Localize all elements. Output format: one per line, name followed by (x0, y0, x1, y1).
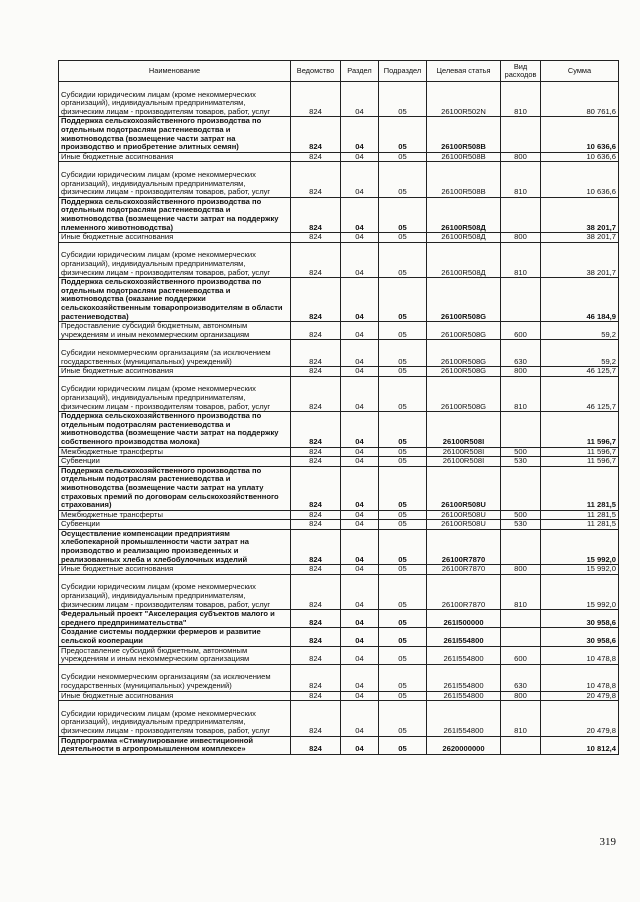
row-section: 04 (341, 197, 379, 232)
row-amount: 10 636,6 (541, 117, 619, 152)
row-section: 04 (341, 574, 379, 609)
table-row (59, 691, 619, 701)
row-name: Межбюджетные трансферты (59, 447, 291, 457)
row-target-item: 2620000000 (427, 736, 501, 754)
row-amount: 10 478,8 (541, 664, 619, 691)
row-expense-type: 630 (501, 340, 541, 367)
row-amount: 30 958,6 (541, 610, 619, 628)
row-department: 824 (291, 610, 341, 628)
row-subsection: 05 (379, 242, 427, 277)
row-target-item: 261I554800 (427, 691, 501, 701)
row-name: Предоставление субсидий бюджетным, автономным учреждениям и иным некоммерческим организациям (59, 646, 291, 664)
row-expense-type (501, 529, 541, 564)
row-subsection: 05 (379, 628, 427, 646)
row-subsection: 05 (379, 367, 427, 377)
row-name: Субсидии юридическим лицам (кроме некоммерческих организаций), индивидуальным предпринимателям, физическим лицам - производителям товаров, работ, услуг (59, 574, 291, 609)
row-target-item: 261I500000 (427, 610, 501, 628)
row-subsection: 05 (379, 412, 427, 447)
row-expense-type (501, 736, 541, 754)
row-section: 04 (341, 701, 379, 736)
row-target-item: 26100R7870 (427, 574, 501, 609)
row-subsection: 05 (379, 447, 427, 457)
row-subsection: 05 (379, 233, 427, 243)
row-target-item: 261I554800 (427, 628, 501, 646)
row-department: 824 (291, 664, 341, 691)
row-section: 04 (341, 162, 379, 197)
table-row (59, 242, 619, 277)
row-expense-type: 500 (501, 447, 541, 457)
row-subsection: 05 (379, 610, 427, 628)
table-row (59, 197, 619, 232)
row-target-item: 261I554800 (427, 701, 501, 736)
row-name: Субсидии юридическим лицам (кроме некоммерческих организаций), индивидуальным предпринимателям, физическим лицам - производителям товаров, работ, услуг (59, 376, 291, 411)
row-amount: 11 281,5 (541, 466, 619, 510)
row-expense-type: 600 (501, 646, 541, 664)
row-target-item: 26100R508Д (427, 233, 501, 243)
row-amount: 15 992,0 (541, 565, 619, 575)
row-section: 04 (341, 367, 379, 377)
table-row (59, 510, 619, 520)
row-expense-type (501, 412, 541, 447)
table-row (59, 736, 619, 754)
row-target-item: 26100R508G (427, 340, 501, 367)
row-expense-type: 630 (501, 664, 541, 691)
row-amount: 10 812,4 (541, 736, 619, 754)
table-row (59, 82, 619, 117)
row-target-item: 26100R508U (427, 520, 501, 530)
row-department: 824 (291, 628, 341, 646)
row-department: 824 (291, 197, 341, 232)
row-subsection: 05 (379, 152, 427, 162)
row-target-item: 26100R508G (427, 367, 501, 377)
row-target-item: 26100R508U (427, 466, 501, 510)
row-amount: 11 596,7 (541, 447, 619, 457)
row-expense-type: 810 (501, 82, 541, 117)
row-target-item: 26100R508I (427, 447, 501, 457)
row-section: 04 (341, 447, 379, 457)
table-row (59, 628, 619, 646)
row-amount: 59,2 (541, 322, 619, 340)
row-subsection: 05 (379, 457, 427, 467)
table-row (59, 520, 619, 530)
row-name: Поддержка сельскохозяйственного производства по отдельным подотраслям растениеводства и животноводства (возмещение части затрат на поддержку племенного животноводства) (59, 197, 291, 232)
row-target-item: 26100R508B (427, 117, 501, 152)
row-expense-type (501, 117, 541, 152)
row-section: 04 (341, 152, 379, 162)
row-department: 824 (291, 691, 341, 701)
row-name: Подпрограмма «Стимулирование инвестиционной деятельности в агропромышленном комплексе» (59, 736, 291, 754)
row-section: 04 (341, 412, 379, 447)
row-amount: 46 184,9 (541, 278, 619, 322)
table-row (59, 376, 619, 411)
table-row (59, 233, 619, 243)
row-section: 04 (341, 736, 379, 754)
row-department: 824 (291, 322, 341, 340)
row-section: 04 (341, 457, 379, 467)
row-name: Создание системы поддержки фермеров и развитие сельской кооперации (59, 628, 291, 646)
row-target-item: 26100R502N (427, 82, 501, 117)
row-section: 04 (341, 117, 379, 152)
row-name: Субвенции (59, 457, 291, 467)
row-amount: 38 201,7 (541, 197, 619, 232)
row-expense-type (501, 610, 541, 628)
row-subsection: 05 (379, 117, 427, 152)
header-target-item: Целевая статья (427, 61, 501, 82)
row-subsection: 05 (379, 510, 427, 520)
row-amount: 11 596,7 (541, 457, 619, 467)
row-amount: 11 281,5 (541, 520, 619, 530)
table-row (59, 529, 619, 564)
row-expense-type: 800 (501, 565, 541, 575)
table-row (59, 457, 619, 467)
row-department: 824 (291, 529, 341, 564)
row-section: 04 (341, 376, 379, 411)
row-section: 04 (341, 610, 379, 628)
row-expense-type: 800 (501, 691, 541, 701)
table-row (59, 162, 619, 197)
row-expense-type: 810 (501, 162, 541, 197)
row-section: 04 (341, 82, 379, 117)
row-section: 04 (341, 322, 379, 340)
row-expense-type: 800 (501, 367, 541, 377)
header-department: Ведомство (291, 61, 341, 82)
row-subsection: 05 (379, 322, 427, 340)
row-amount: 15 992,0 (541, 529, 619, 564)
table-row (59, 574, 619, 609)
row-amount: 80 761,6 (541, 82, 619, 117)
row-amount: 46 125,7 (541, 367, 619, 377)
row-amount: 10 478,8 (541, 646, 619, 664)
row-target-item: 26100R508G (427, 376, 501, 411)
row-subsection: 05 (379, 664, 427, 691)
row-department: 824 (291, 152, 341, 162)
table-row (59, 610, 619, 628)
table-body (59, 82, 619, 755)
row-target-item: 26100R508I (427, 457, 501, 467)
row-amount: 11 281,5 (541, 510, 619, 520)
row-section: 04 (341, 628, 379, 646)
row-department: 824 (291, 701, 341, 736)
row-subsection: 05 (379, 520, 427, 530)
row-expense-type: 810 (501, 701, 541, 736)
row-target-item: 26100R508G (427, 322, 501, 340)
row-subsection: 05 (379, 565, 427, 575)
row-section: 04 (341, 340, 379, 367)
row-subsection: 05 (379, 529, 427, 564)
row-name: Поддержка сельскохозяйственного производства по отдельным подотраслям растениеводства и животноводства (возмещение части затрат на поддержку собственного производства молока) (59, 412, 291, 447)
row-target-item: 261I554800 (427, 646, 501, 664)
row-section: 04 (341, 242, 379, 277)
row-department: 824 (291, 412, 341, 447)
row-department: 824 (291, 510, 341, 520)
row-target-item: 26100R7870 (427, 565, 501, 575)
row-department: 824 (291, 367, 341, 377)
budget-table (58, 60, 619, 755)
table-row (59, 117, 619, 152)
row-name: Федеральный проект "Акселерация субъектов малого и среднего предпринимательства" (59, 610, 291, 628)
row-expense-type: 810 (501, 376, 541, 411)
row-section: 04 (341, 520, 379, 530)
row-department: 824 (291, 376, 341, 411)
row-name: Субсидии некоммерческим организациям (за исключением государственных (муниципальных) учреждений) (59, 664, 291, 691)
row-amount: 46 125,7 (541, 376, 619, 411)
table-row (59, 278, 619, 322)
row-department: 824 (291, 466, 341, 510)
row-target-item: 26100R508G (427, 278, 501, 322)
page-number: 319 (599, 836, 616, 848)
row-name: Субсидии некоммерческим организациям (за исключением государственных (муниципальных) учреждений) (59, 340, 291, 367)
row-amount: 11 596,7 (541, 412, 619, 447)
table-row (59, 447, 619, 457)
row-department: 824 (291, 646, 341, 664)
row-amount: 10 636,6 (541, 152, 619, 162)
row-department: 824 (291, 340, 341, 367)
row-target-item: 26100R508B (427, 162, 501, 197)
row-expense-type: 810 (501, 574, 541, 609)
table-row (59, 646, 619, 664)
row-subsection: 05 (379, 701, 427, 736)
row-target-item: 261I554800 (427, 664, 501, 691)
row-target-item: 26100R508I (427, 412, 501, 447)
row-amount: 10 636,6 (541, 162, 619, 197)
row-subsection: 05 (379, 376, 427, 411)
table-row (59, 466, 619, 510)
row-subsection: 05 (379, 574, 427, 609)
row-department: 824 (291, 565, 341, 575)
row-name: Субсидии юридическим лицам (кроме некоммерческих организаций), индивидуальным предпринимателям, физическим лицам - производителям товаров, работ, услуг (59, 82, 291, 117)
row-amount: 20 479,8 (541, 691, 619, 701)
row-section: 04 (341, 529, 379, 564)
row-department: 824 (291, 736, 341, 754)
row-expense-type: 800 (501, 152, 541, 162)
row-expense-type: 530 (501, 520, 541, 530)
row-target-item: 26100R508Д (427, 197, 501, 232)
row-subsection: 05 (379, 691, 427, 701)
row-amount: 38 201,7 (541, 233, 619, 243)
row-expense-type (501, 628, 541, 646)
row-amount: 59,2 (541, 340, 619, 367)
row-section: 04 (341, 233, 379, 243)
table-row (59, 152, 619, 162)
row-name: Иные бюджетные ассигнования (59, 233, 291, 243)
table-row (59, 701, 619, 736)
row-department: 824 (291, 574, 341, 609)
row-target-item: 26100R508B (427, 152, 501, 162)
row-amount: 38 201,7 (541, 242, 619, 277)
row-expense-type: 810 (501, 242, 541, 277)
row-department: 824 (291, 242, 341, 277)
row-subsection: 05 (379, 340, 427, 367)
row-target-item: 26100R7870 (427, 529, 501, 564)
row-expense-type: 800 (501, 233, 541, 243)
row-department: 824 (291, 117, 341, 152)
header-name: Наименование (59, 61, 291, 82)
table-row (59, 367, 619, 377)
row-target-item: 26100R508U (427, 510, 501, 520)
table-row (59, 322, 619, 340)
row-name: Иные бюджетные ассигнования (59, 691, 291, 701)
row-amount: 15 992,0 (541, 574, 619, 609)
row-expense-type: 600 (501, 322, 541, 340)
row-expense-type (501, 278, 541, 322)
row-section: 04 (341, 646, 379, 664)
row-name: Субсидии юридическим лицам (кроме некоммерческих организаций), индивидуальным предпринимателям, физическим лицам - производителям товаров, работ, услуг (59, 242, 291, 277)
row-subsection: 05 (379, 646, 427, 664)
table-header-row (59, 61, 619, 82)
row-name: Поддержка сельскохозяйственного производства по отдельным подотраслям растениеводства и животноводства (возмещение части затрат на уплату страховых премий по договорам сельскохозяйственного страхования) (59, 466, 291, 510)
row-name: Иные бюджетные ассигнования (59, 367, 291, 377)
row-subsection: 05 (379, 197, 427, 232)
row-department: 824 (291, 162, 341, 197)
table-row (59, 412, 619, 447)
row-expense-type (501, 197, 541, 232)
header-expense-type: Вид расходов (501, 61, 541, 82)
header-subsection: Подраздел (379, 61, 427, 82)
row-expense-type: 500 (501, 510, 541, 520)
row-department: 824 (291, 447, 341, 457)
row-name: Субвенции (59, 520, 291, 530)
row-name: Субсидии юридическим лицам (кроме некоммерческих организаций), индивидуальным предпринимателям, физическим лицам - производителям товаров, работ, услуг (59, 701, 291, 736)
row-subsection: 05 (379, 162, 427, 197)
row-name: Межбюджетные трансферты (59, 510, 291, 520)
row-name: Иные бюджетные ассигнования (59, 152, 291, 162)
row-subsection: 05 (379, 278, 427, 322)
row-name: Осуществление компенсации предприятиям хлебопекарной промышленности части затрат на производство и реализацию произведенных и реализованных хлеба и хлебобулочных изделий (59, 529, 291, 564)
header-section: Раздел (341, 61, 379, 82)
row-amount: 20 479,8 (541, 701, 619, 736)
row-name: Предоставление субсидий бюджетным, автономным учреждениям и иным некоммерческим организациям (59, 322, 291, 340)
row-section: 04 (341, 510, 379, 520)
row-amount: 30 958,6 (541, 628, 619, 646)
row-department: 824 (291, 233, 341, 243)
row-name: Поддержка сельскохозяйственного производства по отдельным подотраслям растениеводства и животноводства (оказание поддержки сельскохозяйственным товаропроизводителям в области растениеводства) (59, 278, 291, 322)
row-section: 04 (341, 466, 379, 510)
row-name: Поддержка сельскохозяйственного производства по отдельным подотраслям растениеводства и животноводства (возмещение части затрат на производство и приобретение элитных семян) (59, 117, 291, 152)
row-subsection: 05 (379, 736, 427, 754)
row-section: 04 (341, 691, 379, 701)
table-row (59, 340, 619, 367)
row-subsection: 05 (379, 466, 427, 510)
row-department: 824 (291, 457, 341, 467)
row-department: 824 (291, 82, 341, 117)
row-expense-type: 530 (501, 457, 541, 467)
header-amount: Сумма (541, 61, 619, 82)
row-name: Иные бюджетные ассигнования (59, 565, 291, 575)
row-name: Субсидии юридическим лицам (кроме некоммерческих организаций), индивидуальным предпринимателям, физическим лицам - производителям товаров, работ, услуг (59, 162, 291, 197)
row-target-item: 26100R508Д (427, 242, 501, 277)
row-subsection: 05 (379, 82, 427, 117)
row-department: 824 (291, 520, 341, 530)
row-expense-type (501, 466, 541, 510)
table-row (59, 565, 619, 575)
row-section: 04 (341, 664, 379, 691)
row-department: 824 (291, 278, 341, 322)
row-section: 04 (341, 565, 379, 575)
table-row (59, 664, 619, 691)
row-section: 04 (341, 278, 379, 322)
